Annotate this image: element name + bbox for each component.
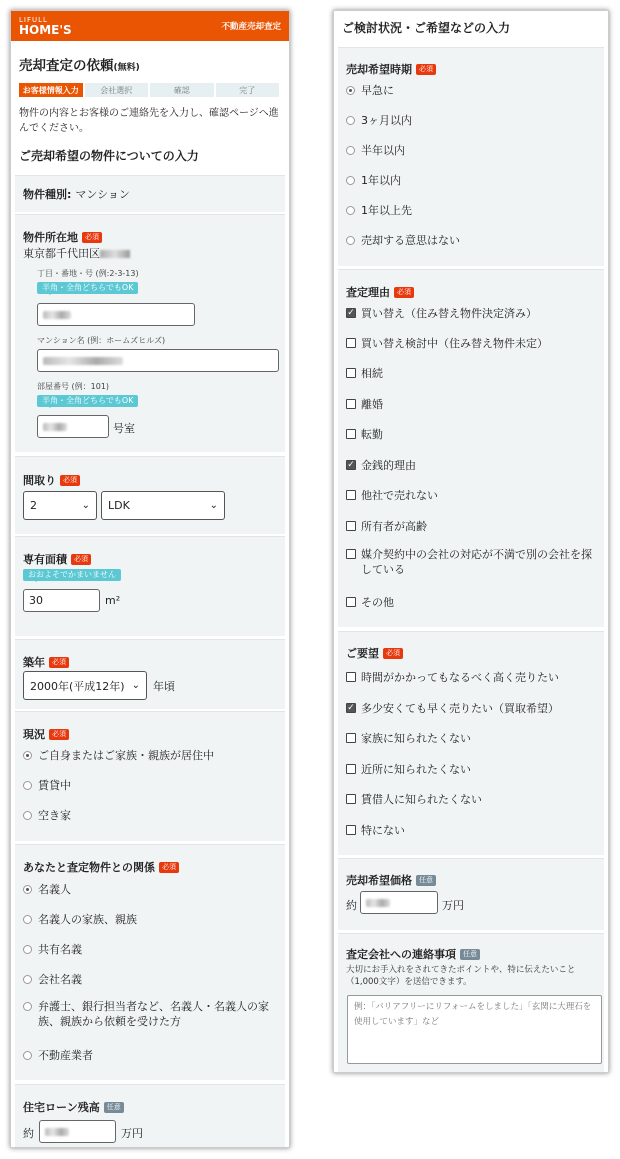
checkbox[interactable] [346,490,356,500]
relation-option-shared[interactable]: 共有名義 [23,941,82,957]
property-type-value: マンション [75,188,130,201]
checkbox[interactable] [346,399,356,409]
wish-block [338,631,604,855]
radio[interactable] [23,915,32,924]
room-tip: 半角・全角どちらでもOK [37,395,138,407]
radio[interactable] [23,1002,32,1011]
timing-option-none[interactable]: 売却する意思はない [346,232,460,248]
wish-option-4[interactable]: 賃借人に知られたくない [346,791,482,807]
checkbox[interactable] [346,825,356,835]
required-badge: 必須 [71,554,91,565]
price-label: 売却希望価格 [346,874,412,887]
status-option-vacant[interactable]: 空き家 [23,807,71,823]
timing-option-over1year[interactable]: 1年以上先 [346,202,412,218]
site-header [11,11,289,41]
checkbox[interactable] [346,549,356,559]
radio[interactable] [23,811,32,820]
price-prefix: 約 [346,899,357,912]
relation-option-agent[interactable]: 弁護士、銀行担当者など、名義人・名義人の家族、親族から依頼を受けた方 [23,999,273,1029]
chome-hint: 丁目・番地・号 (例:2-3-13) [37,269,139,278]
mansion-name-input[interactable] [37,349,279,372]
checkbox[interactable] [346,338,356,348]
reason-block [338,269,604,627]
contact-textarea[interactable] [347,995,602,1064]
radio[interactable] [23,975,32,984]
contact-label: 査定会社への連絡事項 [346,948,456,961]
required-badge: 必須 [60,475,80,486]
loan-label: 住宅ローン残高 [23,1101,100,1114]
room-hint: 部屋番号 (例：101) [37,382,110,391]
built-year-unit: 年頃 [153,680,175,693]
radio[interactable] [346,236,355,245]
chevron-down-icon: ⌄ [81,500,90,511]
reason-label: 査定理由 [346,286,390,299]
status-label: 現況 [23,728,45,741]
property-type-label: 物件種別: [23,188,72,201]
optional-badge: 任意 [416,875,436,886]
step-company: 会社選択 [85,83,149,97]
radio-checked[interactable] [346,86,355,95]
radio[interactable] [346,116,355,125]
checkbox[interactable] [346,672,356,682]
price-unit: 万円 [442,899,464,912]
area-tip: おおよそでかまいません [23,569,121,581]
rooms-select[interactable]: 2 ⌄ [23,491,97,520]
radio[interactable] [346,206,355,215]
required-badge: 必須 [49,657,69,668]
checkbox[interactable] [346,733,356,743]
radio[interactable] [346,176,355,185]
status-block [15,711,285,841]
built-year-select[interactable]: 2000年(平成12年) ⌄ [23,671,147,700]
checkbox-checked[interactable]: ✓ [347,460,355,470]
price-block [338,858,604,930]
timing-option-3months[interactable]: 3ヶ月以内 [346,112,412,128]
contact-description: 大切にお手入れをされてきたポイントや、特に伝えたいこと（1,000文字）を送信できます。 [346,965,576,987]
radio-checked[interactable] [23,751,32,760]
contact-block [338,933,604,1073]
address-label: 物件所在地 [23,231,78,244]
step-input: お客様情報入力 [19,83,83,97]
room-number-input[interactable] [37,415,109,438]
timing-option-1year[interactable]: 1年以内 [346,172,401,188]
required-badge: 必須 [383,648,403,659]
reason-option-5[interactable]: ✓ 金銭的理由 [347,459,416,472]
relation-option-company[interactable]: 会社名義 [23,971,82,987]
optional-badge: 任意 [104,1102,124,1113]
wish-label: ご要望 [346,647,379,660]
optional-badge: 任意 [460,949,480,960]
wish-option-1[interactable]: ✓ 多少安くても早く売りたい（買取希望） [347,702,559,715]
status-option-rented[interactable]: 賃貸中 [23,777,71,793]
price-input[interactable] [360,891,438,914]
chevron-down-icon: ⌄ [131,680,140,691]
reason-option-7[interactable]: 所有者が高齢 [346,518,427,534]
relation-option-family[interactable]: 名義人の家族、親族 [23,911,137,927]
area-input[interactable]: 30 [23,589,100,612]
required-badge: 必須 [416,64,436,75]
layout-label: 間取り [23,474,56,487]
timing-option-asap[interactable]: 早急に [346,82,394,98]
reason-option-0[interactable]: ✓ 買い替え（住み替え物件決定済み） [347,307,537,320]
loan-unit: 万円 [121,1127,143,1140]
chome-input[interactable] [37,303,195,326]
chevron-down-icon: ⌄ [209,500,218,511]
lifull-homes-logo[interactable]: LIFULL HOME'S [19,15,72,37]
timing-block [338,47,604,266]
reason-option-2[interactable]: 相続 [346,365,383,381]
checkbox[interactable] [346,368,356,378]
required-badge: 必須 [159,862,179,873]
radio[interactable] [346,146,355,155]
built-year-block [15,639,285,709]
radio[interactable] [23,781,32,790]
page-title: 売却査定の依頼(無料) [19,58,140,74]
relation-block [15,844,285,1080]
radio-checked[interactable] [23,885,32,894]
status-option-residing[interactable]: ご自身またはご家族・親族が居住中 [23,747,214,763]
timing-option-6months[interactable]: 半年以内 [346,142,405,158]
reason-option-1[interactable]: 買い替え検討中（住み替え物件未定） [346,335,548,351]
checkbox-checked[interactable]: ✓ [347,703,355,713]
required-badge: 必須 [394,287,414,298]
reason-option-4[interactable]: 転勤 [346,426,383,442]
wish-option-3[interactable]: 近所に知られたくない [346,761,471,777]
loan-prefix: 約 [23,1127,34,1140]
step-done: 完了 [216,83,280,97]
address-block [15,214,285,452]
area-block [15,536,285,636]
property-type-block [15,175,285,212]
reason-option-6[interactable]: 他社で売れない [346,487,438,503]
checkbox[interactable] [346,764,356,774]
radio[interactable] [23,945,32,954]
chome-tip: 半角・全角どちらでもOK [37,282,138,294]
relation-option-owner[interactable]: 名義人 [23,881,71,897]
address-prefix: 東京都千代田区 [23,245,130,261]
left-form-panel [10,10,290,1148]
checkbox[interactable] [346,597,356,607]
area-label: 専有面積 [23,553,67,566]
right-form-panel [333,10,609,1073]
step-confirm: 確認 [150,83,214,97]
radio[interactable] [23,1051,32,1060]
required-badge: 必須 [49,729,69,740]
wish-option-2[interactable]: 家族に知られたくない [346,730,471,746]
checkbox-checked[interactable]: ✓ [347,308,355,318]
layout-block [15,456,285,534]
reason-option-9[interactable]: その他 [346,594,394,610]
loan-block [15,1084,285,1148]
wish-option-0[interactable]: 時間がかかってもなるべく高く売りたい [346,669,559,685]
relation-label: あなたと査定物件との関係 [23,861,155,874]
reason-option-8[interactable]: 媒介契約中の会社の対応が不満で別の会社を探している [346,547,596,577]
reason-option-3[interactable]: 離婚 [346,396,383,412]
wish-option-5[interactable]: 特にない [346,822,405,838]
loan-input[interactable] [39,1120,116,1143]
built-year-label: 築年 [23,656,45,669]
property-section-title: ご売却希望の物件についての入力 [19,149,199,163]
timing-label: 売却希望時期 [346,63,412,76]
checkbox[interactable] [346,521,356,531]
header-service-link[interactable]: 不動産売却査定 [221,22,281,32]
mansion-hint: マンション名 (例：ホームズヒルズ) [37,336,166,345]
area-unit: m² [105,594,121,607]
right-section-title: ご検討状況・ご希望などの入力 [342,21,511,35]
lead-text: 物件の内容とお客様のご連絡先を入力し、確認ページへ進んでください。 [19,108,279,134]
checkbox[interactable] [346,794,356,804]
layout-type-select[interactable]: LDK ⌄ [101,491,225,520]
room-unit: 号室 [113,422,135,435]
checkbox[interactable] [346,429,356,439]
progress-steps [19,83,281,97]
required-badge: 必須 [82,232,102,243]
relation-option-realtor[interactable]: 不動産業者 [23,1047,93,1063]
